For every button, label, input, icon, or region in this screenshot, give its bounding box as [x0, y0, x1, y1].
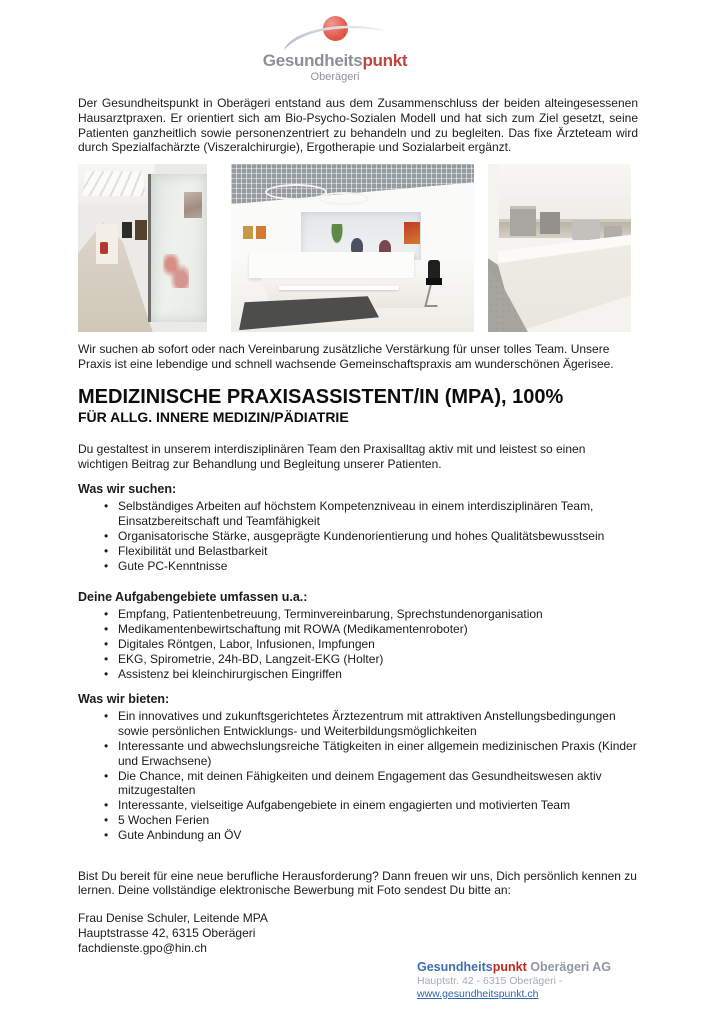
section-aufgabengebiete [78, 590, 638, 681]
footer-company-red: punkt [492, 960, 527, 974]
footer-address: Hauptstr. 42 - 6315 Oberägeri - [417, 975, 563, 987]
chair-back [428, 260, 440, 280]
bullet-item: • Flexibilität und Belastbarkeit [78, 544, 638, 559]
footer-address-line [417, 975, 677, 1001]
section-was-wir-bieten [78, 692, 638, 842]
reception-counter-shelf [279, 286, 399, 290]
photo-hallway [78, 164, 207, 332]
company-logo [55, 14, 615, 83]
hallway-skylights [82, 171, 145, 196]
contact-email: fachdienste.gpo@hin.ch [78, 940, 207, 955]
photo-row [78, 164, 638, 332]
bullet-item: • Assistenz bei kleinchirurgischen Eingriffen [78, 667, 638, 682]
bullet-item: • EKG, Spirometrie, 24h-BD, Langzeit-EKG (Holter) [78, 652, 638, 667]
closing-paragraph: Bist Du bereit für eine neue berufliche Herausforderung? Dann freuen wir uns, Dich persönlich kennen zu lernen. Deine vollständige elektronische Bewerbung mit Foto sendest Du bitte an: [78, 868, 637, 898]
footer-company [417, 960, 677, 975]
logo-wordmark-red: punkt [362, 51, 408, 70]
lab-device [540, 212, 560, 234]
bullet-list [78, 709, 638, 842]
photo-lab [488, 164, 631, 332]
team-paragraph: Wir suchen ab sofort oder nach Vereinbarung zusätzliche Verstärkung für unser tolles Team. Unsere Praxis ist eine lebendige und schnell wachsende Gemeinschaftspraxis am wunderschönen Ägerisee. [78, 342, 614, 371]
wall-art [404, 222, 420, 244]
section-heading: Was wir suchen: [78, 482, 177, 497]
plant [331, 224, 343, 244]
bullet-list [78, 499, 638, 573]
intro-paragraph: Der Gesundheitspunkt in Oberägeri entstand aus dem Zusammenschluss der beiden alteingesessenen Hausarztpraxen. Er orientiert sich am Bio-Psycho-Sozialen Modell und hat sich zum Ziel gesetzt, seine Patienten ganzheitlich sowie personenzentriert zu behandeln und zu begleiten. Das fixe Ärzteteam wird durch Spezialfachärzte (Viszeralchirurgie), Ergotherapie und Sozialarbeit ergänzt. [78, 96, 638, 155]
bullet-item: • Organisatorische Stärke, ausgeprägte Kundenorientierung und hohes Qualitätsbewusstsein [78, 529, 638, 544]
glass-art-panel [184, 192, 202, 218]
section-was-wir-suchen [78, 482, 638, 573]
wall-art-frame [135, 220, 147, 240]
contact-name: Frau Denise Schuler, Leitende MPA [78, 911, 268, 926]
role-paragraph: Du gestaltest in unserem interdisziplinären Team den Praxisalltag aktiv mit und leistest so einen wichtigen Beitrag zur Behandlung und Begleitung unserer Patienten. [78, 441, 586, 471]
bullet-item: • Medikamentenbewirtschaftung mit ROWA (Medikamentenroboter) [78, 622, 638, 637]
bullet-list [78, 607, 638, 681]
logo-swoosh-icon [280, 22, 390, 52]
lab-device [572, 220, 600, 240]
chair-legs [424, 285, 442, 307]
bullet-item: • Gute Anbindung an ÖV [78, 828, 638, 843]
hallway-red-chair [100, 242, 108, 254]
bullet-item: • Selbständiges Arbeiten auf höchstem Kompetenzniveau in einem interdisziplinären Team, Einsatzbereitschaft und Teamfähigkeit [78, 499, 638, 529]
wall-art [243, 226, 253, 239]
lab-device [510, 206, 536, 236]
logo-wordmark-gray: Gesundheits [262, 51, 363, 70]
bullet-item: • Empfang, Patientenbetreuung, Terminvereinbarung, Sprechstundenorganisation [78, 607, 638, 622]
bullet-item: • Interessante, vielseitige Aufgabengebiete in einem engagierten und motivierten Team [78, 798, 638, 813]
footer-website-link[interactable]: www.gesundheitspunkt.ch [417, 988, 539, 1000]
content-column [78, 0, 638, 956]
bullet-item: • Gute PC-Kenntnisse [78, 559, 638, 574]
reception-counter [249, 252, 414, 278]
bullet-item: • Ein innovatives und zukunftsgerichtetes Ärztezentrum mit attraktiven Anstellungsbedingungen sowie persönlichen Entwicklungs- und Weiterbildungsmöglichkeiten [78, 709, 638, 739]
visitor-chair [424, 260, 444, 308]
contact-block [78, 911, 638, 955]
bullet-item: • Die Chance, mit deinen Fähigkeiten und deinem Engagement das Gesundheitswesen aktiv mitzugestalten [78, 769, 638, 799]
bullet-item: • Digitales Röntgen, Labor, Infusionen, Impfungen [78, 637, 638, 652]
page-footer [417, 960, 677, 1001]
contact-address: Hauptstrasse 42, 6315 Oberägeri [78, 925, 256, 940]
wall-art-frame [122, 222, 132, 238]
logo-mark [280, 14, 390, 52]
wall-art [256, 226, 266, 239]
photo-reception [231, 164, 474, 332]
bullet-item: • 5 Wochen Ferien [78, 813, 638, 828]
glass-artwork [163, 254, 189, 288]
section-heading: Deine Aufgabengebiete umfassen u.a.: [78, 590, 308, 605]
job-subtitle: FÜR ALLG. INNERE MEDIZIN/PÄDIATRIE [78, 408, 349, 425]
footer-company-blue: Gesundheits [417, 960, 493, 974]
bullet-item: • Interessante und abwechslungsreiche Tätigkeiten in einer allgemein medizinischen Praxis (Kinder und Erwachsene) [78, 739, 638, 769]
section-heading: Was wir bieten: [78, 692, 170, 707]
footer-company-suffix: Oberägeri AG [526, 960, 612, 974]
logo-location: Oberägeri [310, 71, 360, 83]
job-title: MEDIZINISCHE PRAXISASSISTENT/IN (MPA), 100% [78, 385, 564, 408]
logo-wordmark [263, 52, 407, 69]
